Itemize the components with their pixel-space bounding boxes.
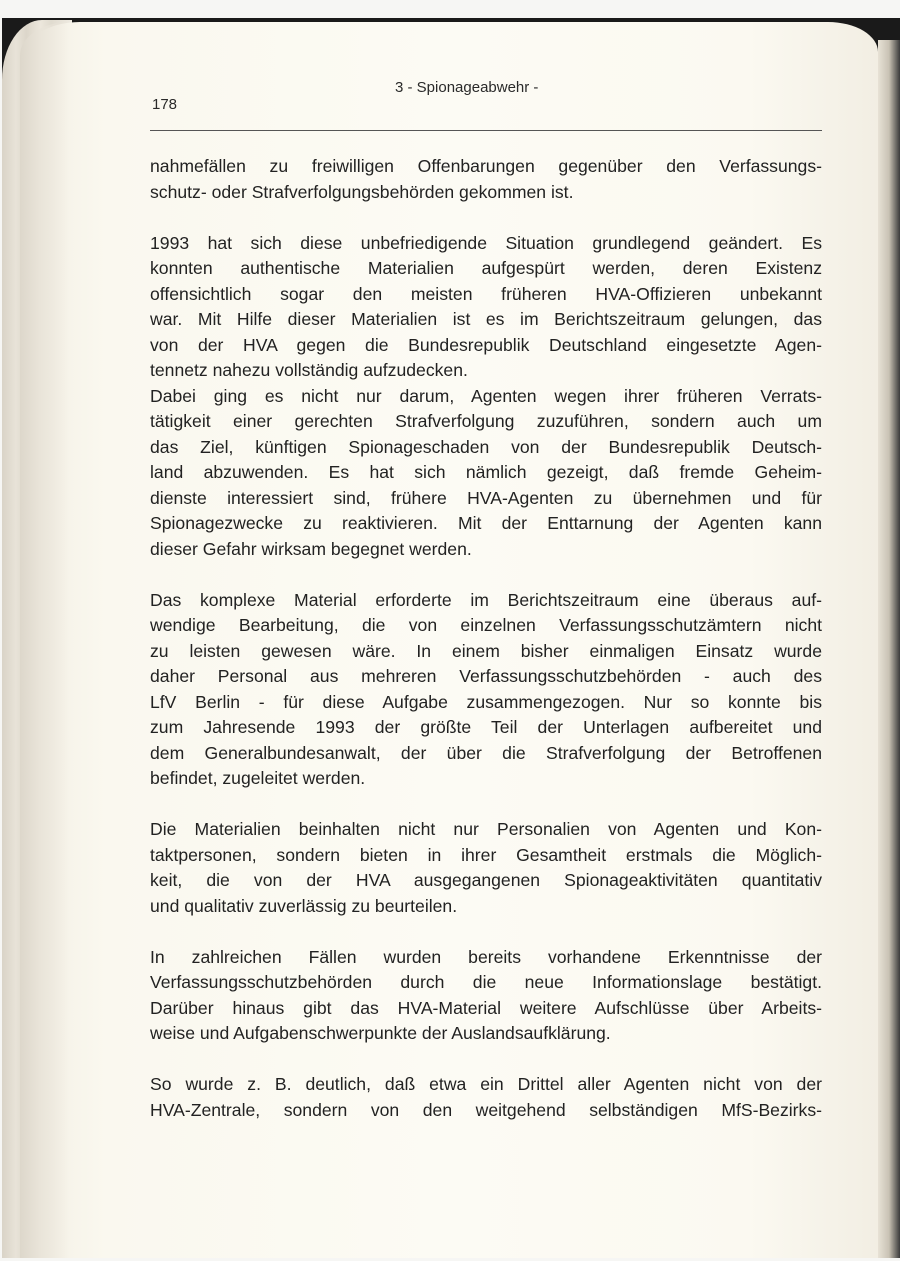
text-line: In zahlreichen Fällen wurden bereits vorhandene Erkenntnisse der [150, 946, 822, 967]
text-line: nahmefällen zu freiwilligen Offenbarungen gegenüber den Verfassungs- [150, 156, 822, 176]
body-text [150, 154, 822, 1123]
text-line: daher Personal aus mehreren Verfassungsschutzbehörden - auch des [150, 666, 822, 686]
text-line: LfV Berlin - für diese Aufgabe zusammengezogen. Nur so konnte bis [150, 691, 822, 712]
text-line: Die Materialien beinhalten nicht nur Personalien von Agenten und Kon- [150, 819, 822, 839]
paragraph [150, 817, 822, 919]
text-line: das Ziel, künftigen Spionageschaden von der Bundesrepublik Deutsch- [150, 436, 822, 457]
text-line: von der HVA gegen die Bundesrepublik Deutschland eingesetzte Agen- [150, 334, 822, 355]
paragraph [150, 1072, 822, 1123]
text-line: wendige Bearbeitung, die von einzelnen Verfassungsschutzämtern nicht [150, 615, 822, 635]
text-line: land abzuwenden. Es hat sich nämlich gezeigt, daß fremde Geheim- [150, 462, 822, 482]
text-line: Dabei ging es nicht nur darum, Agenten wegen ihrer früheren Verrats- [150, 385, 822, 406]
text-line: Das komplexe Material erforderte im Berichtszeitraum eine überaus auf- [150, 589, 822, 610]
text-line: dienste interessiert sind, frühere HVA-Agenten zu übernehmen und für [150, 487, 822, 508]
paragraph [150, 231, 822, 384]
text-line: keit, die von der HVA ausgegangenen Spionageaktivitäten quantitativ [150, 870, 822, 890]
text-line: zu leisten gewesen wäre. In einem bisher einmaligen Einsatz wurde [150, 640, 822, 661]
page-gutter-shadow [20, 22, 70, 1258]
text-line: taktpersonen, sondern bieten in ihrer Gesamtheit erstmals die Möglich- [150, 844, 822, 865]
text-line: konnten authentische Materialien aufgespürt werden, deren Existenz [150, 258, 822, 278]
text-line: war. Mit Hilfe dieser Materialien ist es im Berichtszeitraum gelungen, das [150, 309, 822, 329]
text-line: dem Generalbundesanwalt, der über die Strafverfolgung der Betroffenen [150, 742, 822, 763]
text-line: Darüber hinaus gibt das HVA-Material weitere Aufschlüsse über Arbeits- [150, 997, 822, 1018]
page-right-edge [878, 40, 900, 1258]
header-divider [150, 130, 822, 131]
text-line: Verfassungsschutzbehörden durch die neue Informationslage bestätigt. [150, 972, 822, 992]
text-line: und qualitativ zuverlässig zu beurteilen. [150, 895, 458, 916]
paragraph [150, 154, 822, 205]
text-line: dieser Gefahr wirksam begegnet werden. [150, 538, 472, 559]
text-line: Spionagezwecke zu reaktivieren. Mit der Enttarnung der Agenten kann [150, 513, 822, 533]
paragraph [150, 588, 822, 792]
page-number: 178 [152, 96, 178, 113]
text-line: offensichtlich sogar den meisten früheren HVA-Offizieren unbekannt [150, 283, 822, 304]
text-line: So wurde z. B. deutlich, daß etwa ein Drittel aller Agenten nicht von der [150, 1074, 822, 1094]
text-line: schutz- oder Strafverfolgungsbehörden gekommen ist. [150, 181, 574, 202]
text-line: tennetz nahezu vollständig aufzudecken. [150, 360, 468, 380]
running-header-chapter: 3 - Spionageabwehr - [395, 79, 539, 96]
text-line: HVA-Zentrale, sondern von den weitgehend selbständigen MfS-Bezirks- [150, 1099, 822, 1120]
text-line: weise und Aufgabenschwerpunkte der Auslandsaufklärung. [150, 1023, 611, 1043]
text-line: tätigkeit einer gerechten Strafverfolgung zuzuführen, sondern auch um [150, 411, 822, 431]
paragraph [150, 945, 822, 1047]
text-line: zum Jahresende 1993 der größte Teil der Unterlagen aufbereitet und [150, 717, 822, 737]
paragraph [150, 384, 822, 563]
text-line: befindet, zugeleitet werden. [150, 768, 366, 788]
text-line: 1993 hat sich diese unbefriedigende Situation grundlegend geändert. Es [150, 232, 822, 253]
